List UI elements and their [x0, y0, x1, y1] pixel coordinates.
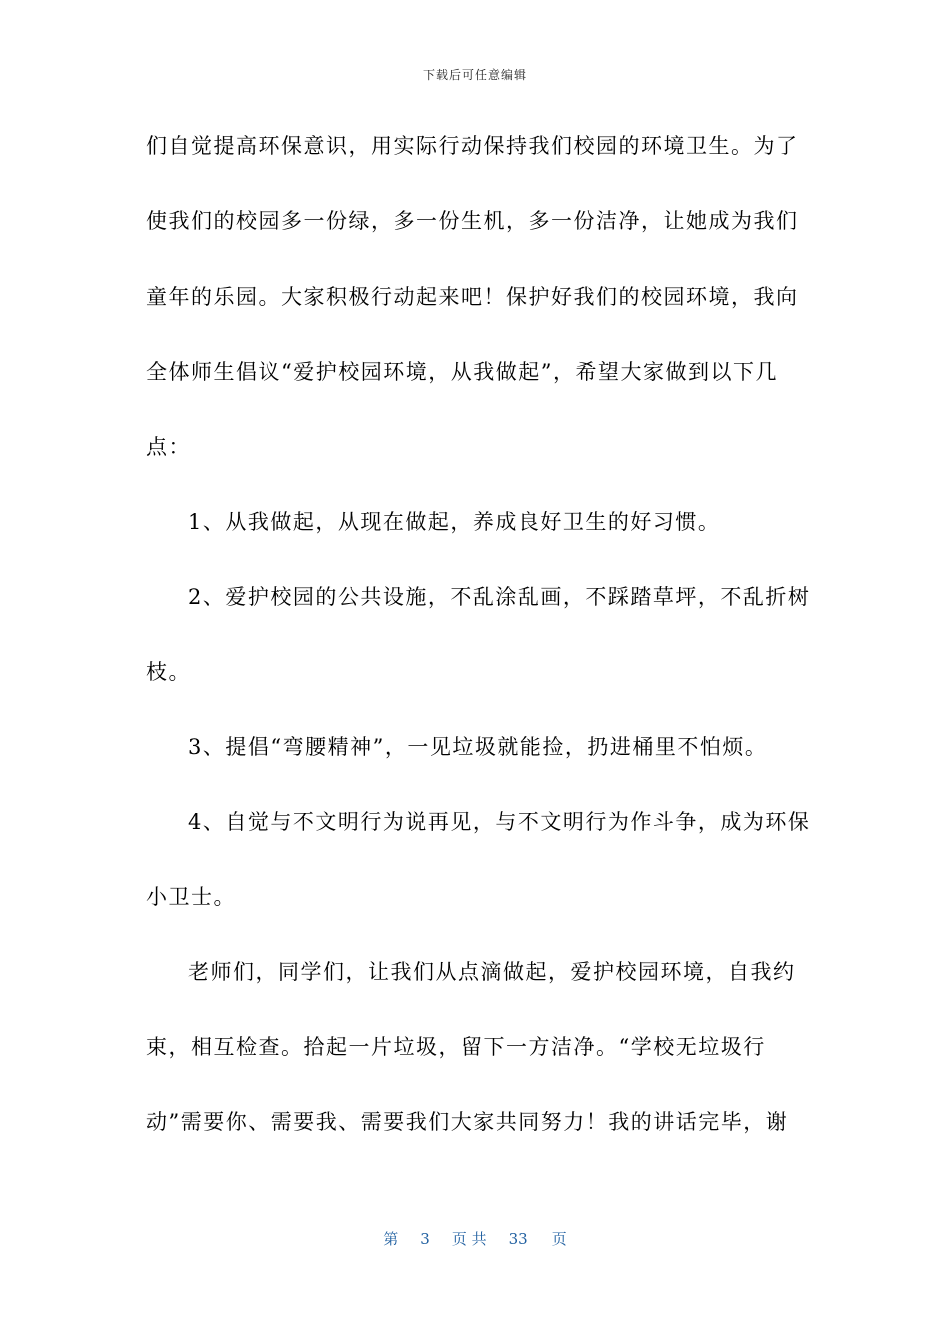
footer-page-suffix: 页 [551, 1230, 567, 1248]
footer-page-prefix: 第 [383, 1230, 399, 1248]
body-line: 全体师生倡议“爱护校园环境，从我做起”，希望大家做到以下几 [146, 360, 778, 384]
body-line: 动”需要你、需要我、需要我们大家共同努力！我的讲话完毕，谢 [146, 1110, 789, 1134]
list-item: 2、爱护校园的公共设施，不乱涂乱画，不踩踏草坪，不乱折树 [188, 585, 811, 609]
list-item: 1、从我做起，从现在做起，养成良好卫生的好习惯。 [188, 510, 721, 534]
body-line: 束，相互检查。拾起一片垃圾，留下一方洁净。“学校无垃圾行 [146, 1035, 766, 1059]
download-note: 下载后可任意编辑 [422, 68, 527, 82]
page-footer [0, 1228, 950, 1249]
body-line: 小卫士。 [146, 885, 236, 909]
footer-page-middle: 页 共 [451, 1230, 487, 1248]
footer-page-total: 33 [508, 1230, 528, 1248]
list-item: 3、提倡“弯腰精神”，一见垃圾就能捡，扔进桶里不怕烦。 [188, 735, 768, 759]
body-line: 童年的乐园。大家积极行动起来吧！保护好我们的校园环境，我向 [146, 285, 799, 309]
body-line: 枝。 [146, 660, 191, 684]
body-line: 们自觉提高环保意识，用实际行动保持我们校园的环境卫生。为了 [146, 134, 799, 158]
footer-page-number: 3 [420, 1230, 430, 1248]
list-item: 4、自觉与不文明行为说再见，与不文明行为作斗争，成为环保 [188, 810, 811, 834]
body-line: 点： [146, 435, 191, 459]
paragraph-start: 老师们，同学们，让我们从点滴做起，爱护校园环境，自我约 [188, 960, 796, 984]
body-line: 使我们的校园多一份绿，多一份生机，多一份洁净，让她成为我们 [146, 209, 799, 233]
